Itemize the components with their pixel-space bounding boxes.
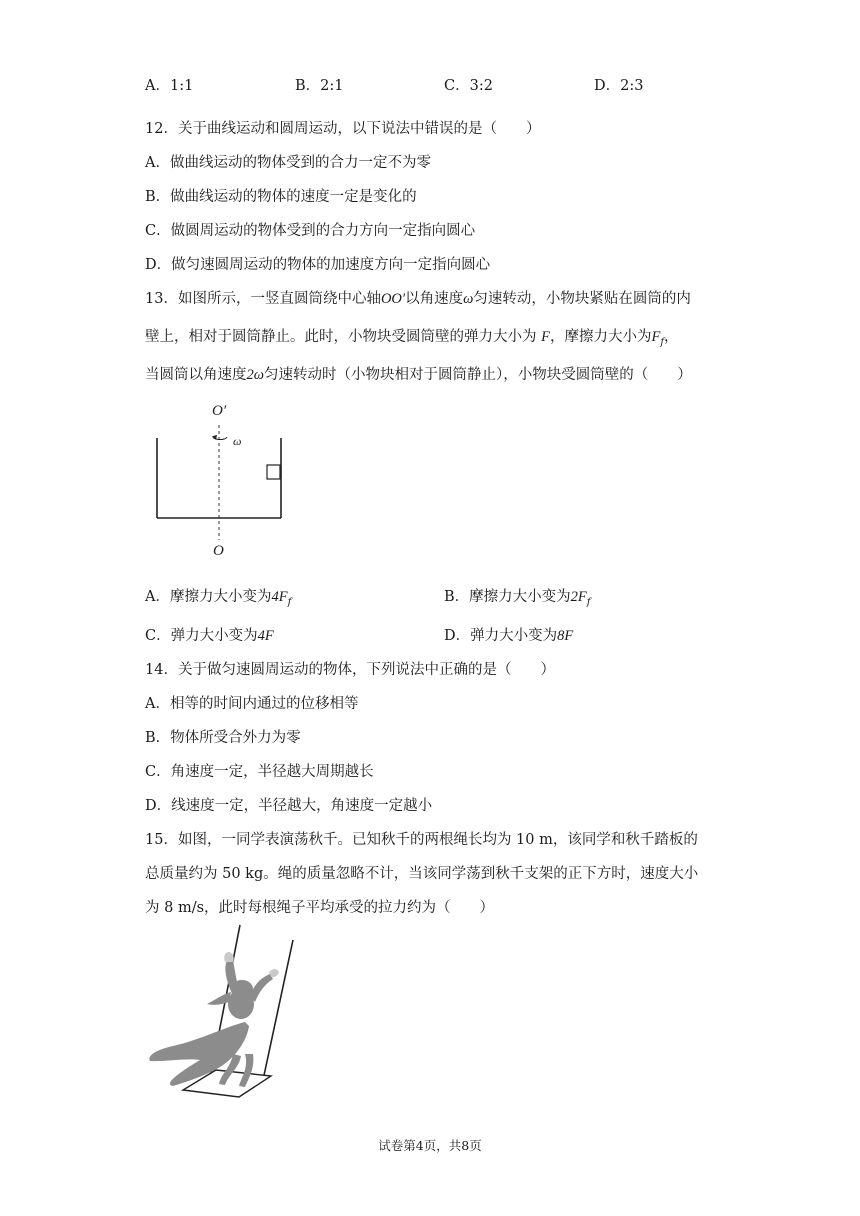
q14-option-a: A．相等的时间内通过的位移相等 (145, 696, 359, 712)
option-text: C．弹力大小变为 (145, 628, 258, 644)
option-text: D．弹力大小变为 (444, 628, 558, 644)
option-text: B．摩擦力大小变为 (444, 589, 571, 605)
q13-friction-symbol: F (651, 329, 661, 345)
small-block (267, 465, 280, 479)
q13-axis-symbol: OO′ (380, 291, 406, 307)
q13-option-c (145, 624, 274, 645)
q13-text: 匀速转动，小物块紧贴在圆筒的内 (473, 291, 691, 307)
q13-text: 13．如图所示，一竖直圆筒绕中心轴 (145, 291, 381, 307)
option-math: 2F (570, 589, 587, 605)
q12-option-c: C．做圆周运动的物体受到的合力方向一定指向圆心 (145, 223, 476, 239)
q11-option-b: B．2:1 (295, 78, 344, 94)
q13-friction-subscript: f (660, 337, 665, 348)
option-text: A．摩擦力大小变为 (145, 589, 272, 605)
omega-label: ω (233, 434, 242, 448)
q13-stem-line3 (145, 363, 692, 384)
girl-silhouette (149, 960, 273, 1087)
q15-swing-figure (145, 922, 305, 1112)
axis-label-bottom: O (213, 543, 224, 559)
swing-rope-right (263, 940, 293, 1080)
q11-option-c: C．3:2 (444, 78, 493, 94)
q12-stem: 12．关于曲线运动和圆周运动，以下说法中错误的是（ ） (145, 121, 541, 137)
q13-text: ， (664, 329, 679, 345)
q13-option-a (145, 585, 291, 608)
q14-option-b: B．物体所受合外力为零 (145, 730, 301, 746)
axis-label-top: O′ (212, 403, 227, 419)
q14-option-d: D．线速度一定，半径越大，角速度一定越小 (145, 798, 433, 814)
q13-omega-symbol: ω (463, 291, 474, 307)
q13-text: 当圆筒以角速度 (145, 367, 247, 383)
q15-stem-line3: 为 8 m/s，此时每根绳子平均承受的拉力约为（ ） (145, 900, 495, 916)
q12-option-d: D．做匀速圆周运动的物体的加速度方向一定指向圆心 (145, 257, 491, 273)
q12-option-a: A．做曲线运动的物体受到的合力一定不为零 (145, 155, 431, 171)
option-math: 4F (271, 589, 288, 605)
q13-stem-line1 (145, 287, 691, 308)
q13-option-b (444, 585, 590, 608)
q13-text: 壁上，相对于圆筒静止。此时，小物块受圆筒壁的弹力大小为 (145, 329, 542, 345)
option-subscript: f (586, 597, 591, 608)
q13-text: 匀速转动时（小物块相对于圆筒静止），小物块受圆筒壁的（ ） (264, 367, 692, 383)
option-math: 8F (557, 628, 574, 644)
q11-option-a: A．1:1 (145, 78, 194, 94)
q15-stem-line2: 总质量约为 50 kg。绳的质量忽略不计，当该同学荡到秋千支架的正下方时，速度大小 (145, 866, 699, 882)
q13-option-d (444, 624, 573, 645)
q12-option-b: B．做曲线运动的物体的速度一定是变化的 (145, 189, 417, 205)
q14-stem: 14．关于做匀速圆周运动的物体，下列说法中正确的是（ ） (145, 662, 555, 678)
option-math: 4F (257, 628, 274, 644)
q14-option-c: C．角速度一定，半径越大周期越长 (145, 764, 374, 780)
q11-option-d: D．2:3 (594, 78, 644, 94)
q13-text: ，摩擦力大小为 (549, 329, 652, 345)
page-footer: 试卷第4页，共8页 (378, 1138, 482, 1153)
q13-text: 以角速度 (405, 291, 464, 307)
q13-2omega-symbol: 2ω (246, 367, 264, 383)
q13-cylinder-figure (150, 395, 290, 560)
option-subscript: f (287, 597, 292, 608)
q13-stem-line2 (145, 325, 679, 348)
q15-stem-line1: 15．如图，一同学表演荡秋千。已知秋千的两根绳长均为 10 m，该同学和秋千踏板的 (145, 832, 698, 848)
q13-force-symbol: F (541, 329, 550, 345)
